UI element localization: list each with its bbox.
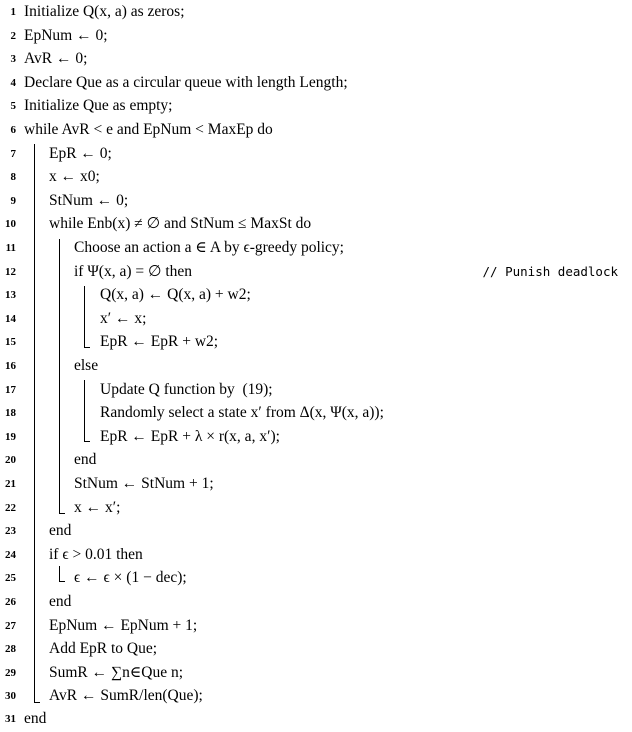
algorithm-line [0, 590, 632, 614]
line-code: Initialize Que as empty; [24, 97, 173, 115]
algorithm-line [0, 707, 632, 731]
line-code: x ← x0; [49, 168, 100, 186]
line-code: end [24, 710, 47, 727]
algorithm-line [0, 260, 632, 284]
line-number: 30 [5, 690, 16, 703]
line-code: AvR ← 0; [24, 50, 88, 68]
line-code: EpNum ← 0; [24, 26, 108, 44]
algorithm-line [0, 401, 632, 425]
algorithm-line [0, 47, 632, 71]
line-number: 3 [10, 53, 16, 66]
line-code: AvR ← SumR/len(Que); [49, 687, 203, 705]
algorithm-line [0, 543, 632, 567]
algorithm-line [0, 283, 632, 307]
line-code: while AvR < e and EpNum < MaxEp do [24, 121, 273, 138]
algorithm-line [0, 637, 632, 661]
line-code: Declare Que as a circular queue with length Length; [24, 73, 348, 91]
line-code: end [74, 451, 97, 469]
line-number: 14 [5, 312, 16, 325]
algorithm-line [0, 118, 632, 142]
algorithm-line [0, 519, 632, 543]
line-number: 22 [5, 501, 16, 514]
line-code: EpR ← EpR + w2; [100, 333, 219, 351]
algorithm-line [0, 236, 632, 260]
line-number: 26 [5, 596, 16, 608]
algorithm-line [0, 24, 632, 48]
line-number: 10 [5, 218, 16, 231]
algorithm-line [0, 472, 632, 496]
algorithm-line [0, 71, 632, 95]
line-code: else [74, 357, 99, 374]
algorithm-line [0, 661, 632, 685]
line-code: EpNum ← EpNum + 1; [49, 616, 198, 634]
line-number: 8 [10, 171, 16, 184]
line-code: EpR ← EpR + λ × r(x, a, x′); [100, 427, 280, 445]
line-code: if ϵ > 0.01 then [49, 545, 143, 563]
line-number: 12 [5, 265, 16, 278]
line-number: 1 [10, 6, 16, 18]
line-number: 23 [5, 525, 16, 538]
line-code: EpR ← 0; [49, 144, 112, 162]
algorithm-line [0, 684, 632, 708]
line-number: 2 [10, 29, 16, 42]
line-number: 9 [10, 194, 16, 207]
line-number: 28 [5, 643, 16, 656]
algorithm-line [0, 189, 632, 213]
line-code: Choose an action a ∈ A by ϵ-greedy policy; [74, 239, 344, 256]
algorithm-line [0, 614, 632, 638]
line-code: SumR ← ∑n∈Que n; [49, 663, 184, 681]
line-code: x′ ← x; [100, 309, 147, 327]
line-number: 7 [10, 147, 16, 160]
line-code: Randomly select a state x′ from Δ(x, Ψ(x, a)); [100, 404, 384, 422]
line-number: 24 [5, 548, 16, 561]
algorithm-line [0, 448, 632, 472]
line-code: if Ψ(x, a) = ∅ then [74, 262, 193, 280]
line-number: 15 [5, 336, 16, 349]
line-code: end [49, 522, 72, 540]
line-code: Q(x, a) ← Q(x, a) + w2; [100, 286, 251, 304]
algorithm-line [0, 425, 632, 449]
line-number: 4 [10, 76, 16, 89]
algorithm-line [0, 354, 632, 378]
line-code: Add EpR to Que; [49, 640, 158, 658]
line-number: 18 [5, 407, 16, 420]
line-number: 16 [5, 360, 16, 372]
line-number: 11 [5, 242, 16, 254]
line-code: Update Q function by (19); [100, 380, 273, 398]
line-number: 21 [5, 478, 16, 490]
line-number: 19 [5, 430, 16, 443]
line-number: 5 [10, 100, 16, 113]
line-number: 31 [5, 713, 16, 725]
algorithm-line [0, 212, 632, 236]
line-number: 20 [5, 454, 16, 467]
algorithm-line [0, 566, 632, 590]
line-code: x ← x′; [74, 498, 121, 516]
algorithm-line [0, 94, 632, 118]
algorithm-line [0, 378, 632, 402]
line-code: ϵ ← ϵ × (1 − dec); [74, 569, 187, 587]
algorithm-line [0, 0, 632, 24]
algorithm-line [0, 496, 632, 520]
line-comment: // Punish deadlock [482, 263, 618, 279]
line-code: Initialize Q(x, a) as zeros; [24, 3, 185, 20]
line-code: StNum ← StNum + 1; [74, 475, 214, 492]
line-code: while Enb(x) ≠ ∅ and StNum ≤ MaxSt do [49, 215, 312, 233]
algorithm-line [0, 142, 632, 166]
line-code: StNum ← 0; [49, 191, 129, 209]
algorithm-line [0, 165, 632, 189]
line-number: 13 [5, 289, 16, 302]
line-number: 25 [5, 572, 16, 585]
line-number: 27 [5, 619, 16, 632]
line-number: 17 [5, 383, 16, 396]
line-number: 6 [10, 124, 16, 136]
algorithm-line [0, 307, 632, 331]
line-code: end [49, 593, 72, 610]
line-number: 29 [5, 666, 16, 679]
algorithm-line [0, 330, 632, 354]
